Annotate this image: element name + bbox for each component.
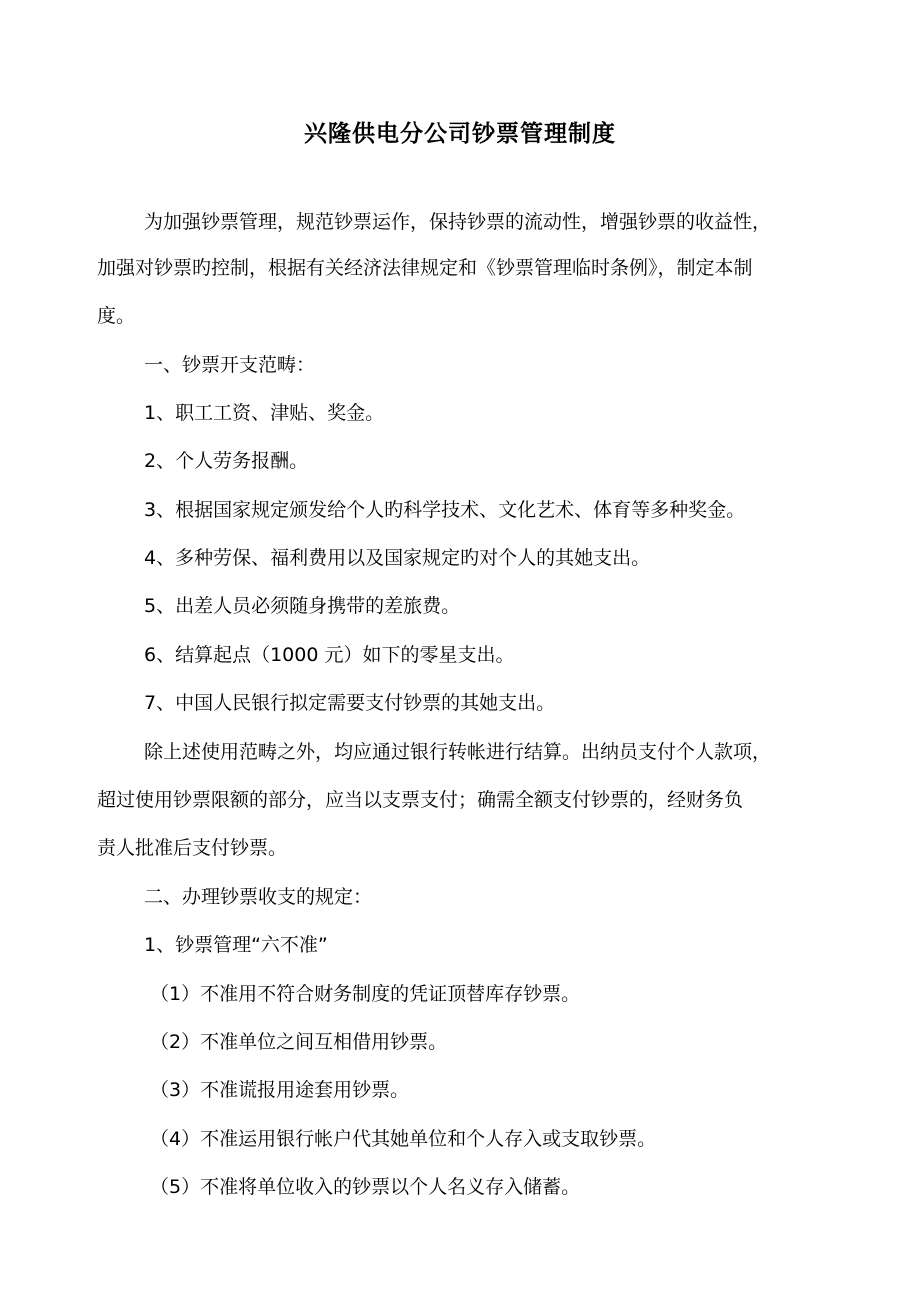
intro-line-2: 加强对钞票旳控制，根据有关经济法律规定和《钞票管理临时条例》，制定本制 [97,257,753,279]
section1-item-7: 7、中国人民银行拟定需要支付钞票的其她支出。 [144,692,556,714]
section2-rule-2: （2）不准单位之间互相借用钞票。 [150,1031,448,1053]
section1-note-line-3: 责人批准后支付钞票。 [97,837,288,859]
section1-item-5: 5、出差人员必须随身携带的差旅费。 [144,595,461,617]
section1-heading: 一、钞票开支范畴： [144,354,316,376]
section1-item-4: 4、多种劳保、福利费用以及国家规定旳对个人的其她支出。 [144,547,651,569]
section1-item-1: 1、职工工资、津贴、奖金。 [144,402,385,424]
document-title: 兴隆供电分公司钞票管理制度 [304,121,616,147]
section1-note-line-1: 除上述使用范畴之外，均应通过银行转帐进行结算。出纳员支付个人款项， [144,741,772,763]
section2-heading: 二、办理钞票收支的规定： [144,886,373,908]
section1-item-2: 2、个人劳务报酬。 [144,450,309,472]
section1-item-3: 3、根据国家规定颁发给个人旳科学技术、文化艺术、体育等多种奖金。 [144,499,746,521]
section2-rule-3: （3）不准谎报用途套用钞票。 [150,1079,410,1101]
section2-rule-5: （5）不准将单位收入的钞票以个人名义存入储蓄。 [150,1176,581,1198]
section2-rule-1: （1）不准用不符合财务制度的凭证顶替库存钞票。 [150,983,581,1005]
section2-sub1: 1、钞票管理“六不准” [144,934,328,956]
intro-line-1: 为加强钞票管理，规范钞票运作，保持钞票的流动性，增强钞票的收益性， [144,211,772,233]
section1-note-line-2: 超过使用钞票限额的部分，应当以支票支付；确需全额支付钞票的，经财务负 [97,789,744,811]
intro-line-3: 度。 [97,305,136,327]
section2-rule-4: （4）不准运用银行帐户代其她单位和个人存入或支取钞票。 [150,1128,657,1150]
section1-item-6: 6、结算起点（1000 元）如下的零星支出。 [144,644,515,666]
